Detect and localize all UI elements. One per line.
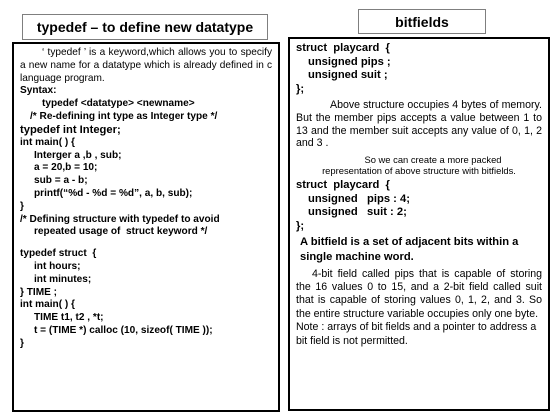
- code-line: unsigned suit : 2;: [308, 206, 407, 219]
- code-line: } TIME ;: [20, 286, 58, 298]
- code-line: }: [20, 200, 24, 212]
- comment-line: /* Defining structure with typedef to avoid: [20, 213, 220, 225]
- code-line: int minutes;: [34, 273, 92, 285]
- packed-paragraph-line2: representation of above structure with bitfields.: [322, 165, 516, 177]
- code-line: }: [20, 337, 24, 349]
- code-line: struct playcard {: [296, 178, 390, 191]
- comment-line: repeated usage of struct keyword */: [34, 226, 208, 238]
- code-line: unsigned suit ;: [308, 69, 388, 82]
- comment-line: /* Re-defining int type as Integer type */: [30, 110, 218, 122]
- code-line: typedef struct {: [20, 248, 97, 260]
- typedef-panel: [12, 42, 280, 412]
- code-line: unsigned pips ;: [308, 55, 391, 68]
- bitfields-panel: [288, 37, 550, 411]
- struct-size-paragraph: Above structure occupies 4 bytes of memory. But the member pips accepts a value between 1 to 13 and the member suit accepts any value of 0, 1, 2 and 3 .: [296, 99, 542, 150]
- code-line: typedef int Integer;: [20, 123, 121, 136]
- syntax-line: typedef <datatype> <newname>: [42, 98, 195, 110]
- code-line: unsigned pips : 4;: [308, 192, 410, 205]
- left-heading: typedef – to define new datatype: [22, 14, 268, 40]
- code-line: Interger a ,b , sub;: [34, 149, 122, 161]
- code-line: a = 20,b = 10;: [34, 162, 98, 174]
- syntax-label: Syntax:: [20, 85, 57, 97]
- packed-paragraph-line1: So we can create a more packed: [364, 153, 502, 165]
- code-line: sub = a - b;: [34, 175, 88, 187]
- code-line: t = (TIME *) calloc (10, sizeof( TIME ));: [34, 324, 213, 336]
- code-line: TIME t1, t2 , *t;: [34, 312, 104, 324]
- code-line: int main( ) {: [20, 136, 75, 148]
- bitfield-explanation: 4-bit field called pips that is capable of storing the 16 values 0 to 15, and a 2-bit field called suit that is capable of storing values 0, 1, 2, and 3. So the entire structure variable occupies only one byte.: [296, 267, 542, 320]
- code-line: struct playcard {: [296, 42, 390, 54]
- code-line: int main( ) {: [20, 299, 75, 311]
- code-line: };: [296, 82, 305, 95]
- code-line: };: [296, 219, 305, 232]
- typedef-intro: ‘ typedef ’ is a keyword,which allows you to specify a new name for a datatype which is already defined in c language program.: [20, 47, 272, 84]
- code-line: int hours;: [34, 260, 81, 272]
- bitfield-definition: A bitfield is a set of adjacent bits within a single machine word.: [300, 236, 519, 263]
- right-heading: bitfields: [358, 9, 486, 34]
- bitfield-note: Note : arrays of bit fields and a pointer to address a bit field is not permitted.: [296, 321, 537, 347]
- code-line: printf(“%d - %d = %d”, a, b, sub);: [34, 187, 193, 199]
